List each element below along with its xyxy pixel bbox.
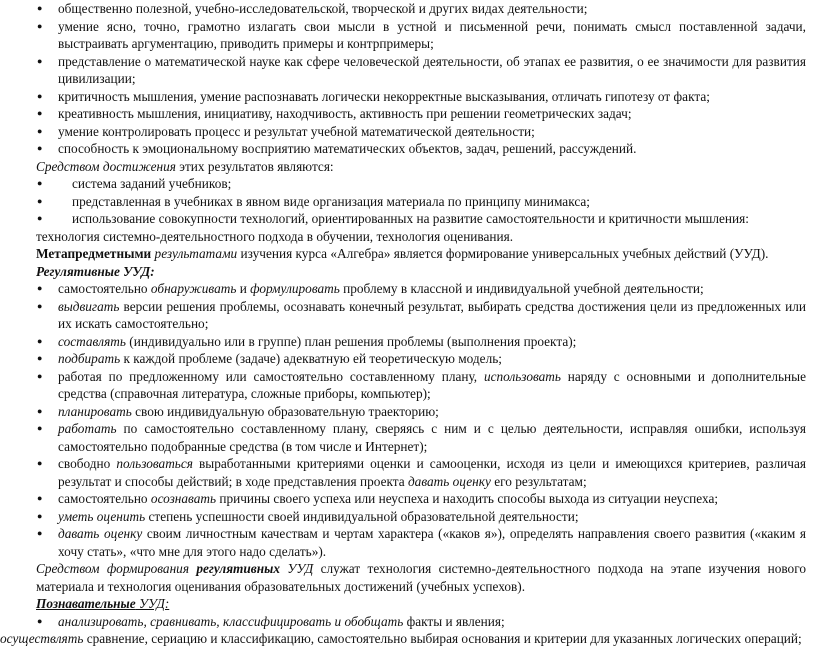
regulative-heading: Регулятивные УУД: <box>36 263 155 279</box>
list-item: ● умение контролировать процесс и результат учебной математической деятельности; <box>37 123 535 139</box>
list-item: ● способность к эмоциональному восприятию математических объектов, задач, решений, рассуждений. <box>37 141 637 156</box>
list-item: ● уметь оценить степень успешности своей индивидуальной образовательной деятельности; <box>37 508 579 524</box>
list-item: ● критичность мышления, умение распознавать логически некорректные высказывания, отличать гипотезу от факта; <box>37 88 710 104</box>
list-item: ● умение ясно, точно, грамотно излагать свои мысли в устной и письменной речи, понимать смысл поставленной задачи, выстраивать аргументацию, приводить примеры и контрпримеры; <box>37 18 806 51</box>
bullet-icon: ● <box>37 423 43 433</box>
bullet-icon: ● <box>37 55 43 66</box>
bullet-icon: ● <box>37 178 43 188</box>
bullet-icon: ● <box>37 493 43 503</box>
list-item: ● свободно пользоваться выработанными критериями оценки и самооценки, исходя из цели и имеющихся критериев, различая результат и способы действий; в ходе представления проекта давать оценку его результатам; <box>37 456 806 489</box>
bullet-icon: ● <box>37 300 43 311</box>
list-item: ● анализировать, сравнивать, классифицировать и обобщать факты и явления; <box>37 613 505 629</box>
bullet-icon: ● <box>37 108 43 118</box>
bullet-icon: ● <box>37 458 43 468</box>
list-item: ● работать по самостоятельно составленному плану, сверяясь с ним и с целью деятельности, исправляя ошибки, используя самостоятельно подобранные средства (в том числе и Интернет); <box>37 421 806 454</box>
bullet-icon: ● <box>37 528 43 538</box>
bullet-icon: ● <box>37 335 43 346</box>
bullet-icon: ● <box>37 90 43 101</box>
bullet-icon: ● <box>37 195 43 206</box>
list-item: осуществлять сравнение, сериацию и классификацию, самостоятельно выбирая основания и критерии для указанных логических операций; <box>0 631 802 646</box>
regulative-means-paragraph: Средством формирования регулятивных УУД служат технология системно-деятельностного подхода на этапе изучения нового материала и технология оценивания образовательных достижений (учебных успехов). <box>36 561 806 594</box>
bullet-icon: ● <box>37 405 43 416</box>
list-item: ● составлять (индивидуально или в группе) план решения проблемы (выполнения проекта); <box>37 333 577 349</box>
bullet-icon: ● <box>37 370 43 381</box>
list-item: ● самостоятельно обнаруживать и формулировать проблему в классной и индивидуальной учебной деятельности; <box>37 281 704 296</box>
bullet-icon: ● <box>37 3 43 13</box>
bullet-icon: ● <box>37 143 43 153</box>
list-item: ● общественно полезной, учебно-исследовательской, творческой и других видах деятельности; <box>37 1 588 16</box>
bullet-icon: ● <box>37 615 43 626</box>
list-item: ● давать оценку своим личностным качествам и чертам характера («каков я»), определять направления своего развития («каким я хочу стать», «что мне для этого надо сделать»). <box>37 526 806 559</box>
meta-results-paragraph: Метапредметными результатами изучения курса «Алгебра» является формирование универсальных учебных действий (УУД). <box>36 246 769 261</box>
list-item: ● представление о математической науке как сфере человеческой деятельности, об этапах ее развития, о ее значимости для развития цивилизации; <box>37 53 806 86</box>
list-item: ● планировать свою индивидуальную образовательную траекторию; <box>37 403 439 419</box>
list-item: ● выдвигать версии решения проблемы, осознавать конечный результат, выбирать средства достижения цели из предложенных или их искать самостоятельно; <box>37 298 806 331</box>
bullet-icon: ● <box>37 353 43 363</box>
list-item: ● работая по предложенному или самостоятельно составленному плану, использовать наряду с основными и дополнительные средства (справочная литература, сложные приборы, компьютер); <box>37 368 806 401</box>
list-item: ● представленная в учебниках в явном виде организация материала по принципу минимакса; <box>37 193 590 209</box>
paragraph-means: Средством достижения этих результатов являются: <box>36 158 334 174</box>
list-item: ● самостоятельно осознавать причины своего успеха или неуспеха и находить способы выхода из ситуации неуспеха; <box>37 491 719 506</box>
bullet-icon: ● <box>37 20 43 31</box>
list-item: ● креативность мышления, инициативу, находчивость, активность при решении геометрических задач; <box>37 106 632 121</box>
bullet-icon: ● <box>37 125 43 136</box>
technology-line: технология системно-деятельностного подхода в обучении, технология оценивания. <box>36 228 514 244</box>
cognitive-heading: Познавательные УУД: <box>36 596 170 611</box>
bullet-icon: ● <box>37 213 43 223</box>
bullet-icon: ● <box>37 510 43 521</box>
bullet-icon: ● <box>37 283 43 293</box>
list-item: ● подбирать к каждой проблеме (задаче) адекватную ей теоретическую модель; <box>37 351 502 366</box>
list-item: ● использование совокупности технологий, ориентированных на развитие самостоятельности и критичности мышления: <box>37 211 749 226</box>
list-item: ● система заданий учебников; <box>37 176 232 191</box>
